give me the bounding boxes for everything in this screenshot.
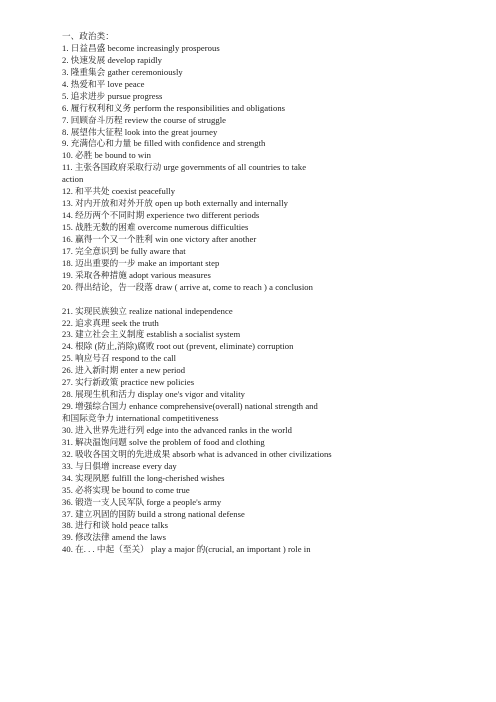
list-item: 20. 得出结论，告一段落 draw ( arrive at, come to reach ) a conclusion [62,281,313,292]
list-item: 39. 修改法律 amend the laws [62,532,167,543]
list-item: 16. 赢得一个又一个胜利 win one victory after another [62,233,257,244]
list-item: 26. 进入新时期 enter a new period [62,365,186,376]
list-item: 35. 必将实现 be bound to come true [62,484,190,495]
list-item-continuation: 和国际竞争力 international competitiveness [62,413,219,423]
list-item: 8. 展望伟大征程 look into the great journey [62,126,218,137]
list-item: 10. 必胜 be bound to win [62,150,151,161]
list-item: 31. 解决温饱问题 solve the problem of food and clothing [62,436,265,447]
list-item: 32. 吸收各国文明的先进成果 absorb what is advanced in other civilizations [62,448,332,459]
blank-line [62,294,472,306]
list-item: 27. 实行新政策 practice new policies [62,377,195,388]
list-item: 5. 追求进步 pursue progress [62,90,163,101]
list-item: 29. 增强综合国力 enhance comprehensive(overall) national strength and [62,401,318,412]
list-item: 9. 充满信心和力量 be filled with confidence and strength [62,138,266,149]
list-item: 4. 热爱和平 love peace [62,78,145,89]
list-item: 1. 日益昌盛 become increasingly prosperous [62,42,220,53]
list-item: 34. 实现夙愿 fulfill the long-cherished wishes [62,472,225,483]
list-item: 22. 追求真理 seek the truth [62,317,159,328]
list-item: 7. 回顾奋斗历程 review the course of struggle [62,114,227,125]
list-item: 40. 在. . . 中起（至关） play a major 的(crucial, an important ) role in [62,544,311,555]
list-item: 37. 建立巩固的国防 build a strong national defense [62,508,245,519]
section-heading: 一、政治类： [62,31,114,41]
list-item: 15. 战胜无数的困难 overcome numerous difficulties [62,222,249,232]
list-item: 38. 进行和谈 hold peace talks [62,520,169,531]
list-item: 2. 快速发展 develop rapidly [62,54,162,65]
list-item-continuation: action [62,174,84,185]
list-item: 24. 根除 (防止,消除)腐败 root out (prevent, eliminate) corruption [62,341,294,352]
list-item: 25. 响应号召 respond to the call [62,353,177,364]
list-item: 23. 建立社会主义制度 establish a socialist system [62,329,241,340]
list-item: 36. 锻造一支人民军队 forge a people's army [62,496,222,507]
vocabulary-list [62,31,472,556]
list-item: 19. 采取各种措施 adopt various measures [62,269,211,280]
list-group-1 [62,43,472,294]
list-item: 3. 隆重集会 gather ceremoniously [62,66,183,77]
list-item: 18. 迈出重要的一步 make an important step [62,257,220,268]
list-item: 30. 进入世界先进行列 edge into the advanced ranks in the world [62,424,292,435]
list-item: 11. 主张各国政府采取行动 urge governments of all countries to take [62,162,307,173]
list-group-2 [62,306,472,557]
list-item: 21. 实现民族独立 realize national independence [62,305,233,316]
list-item: 28. 展现生机和活力 display one's vigor and vitality [62,389,246,400]
list-item: 12. 和平共处 coexist peacefully [62,186,176,197]
list-item: 14. 经历两个不同时期 experience two different periods [62,210,260,221]
list-item: 17. 完全意识到 be fully aware that [62,245,186,256]
list-item: 33. 与日俱增 increase every day [62,460,177,471]
list-item: 13. 对内开放和对外开放 open up both externally and internally [62,198,288,209]
list-item: 6. 履行权利和义务 perform the responsibilities and obligations [62,102,286,113]
